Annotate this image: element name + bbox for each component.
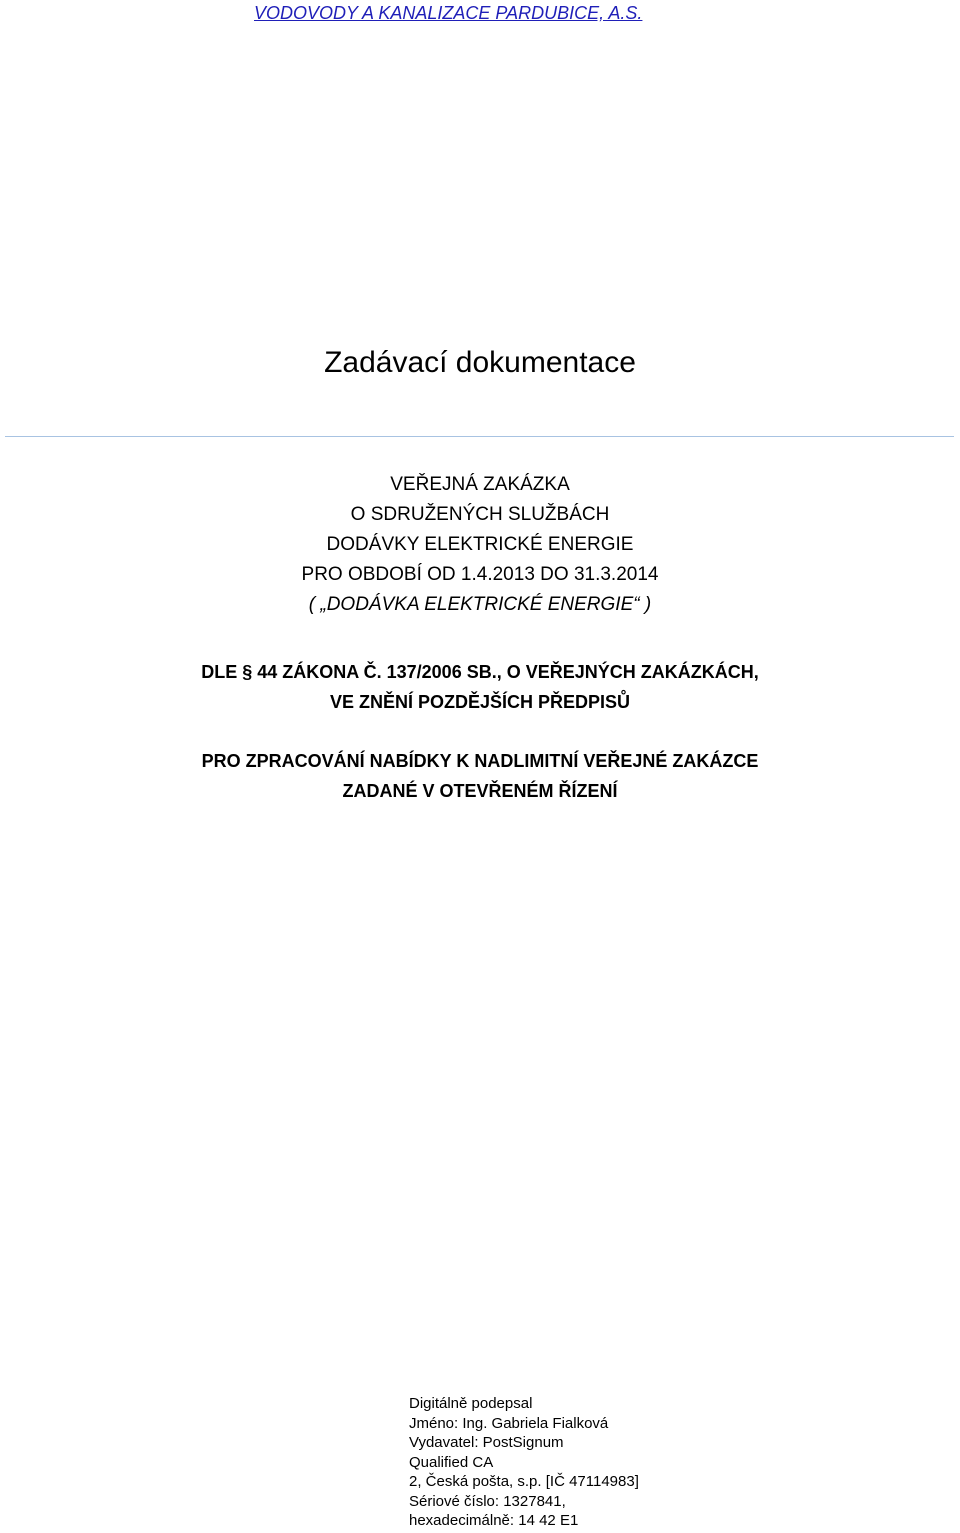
document-title: Zadávací dokumentace: [324, 346, 636, 379]
subject-line-1: VEŘEJNÁ ZAKÁZKA: [390, 474, 570, 495]
purpose-line-2: ZADANÉ V OTEVŘENÉM ŘÍZENÍ: [342, 781, 618, 801]
signature-line-5: 2, Česká pošta, s.p. [IČ 47114983]: [409, 1473, 639, 1490]
signature-line-7: hexadecimálně: 14 42 E1: [409, 1512, 579, 1529]
document-purpose: [0, 746, 960, 806]
digital-signature-block: [409, 1394, 639, 1531]
legal-basis-line-1: DLE § 44 ZÁKONA Č. 137/2006 SB., O VEŘEJNÝCH ZAKÁZKÁCH,: [201, 662, 759, 682]
subject-line-3: DODÁVKY ELEKTRICKÉ ENERGIE: [326, 534, 634, 555]
signature-line-2: Jméno: Ing. Gabriela Fialková: [409, 1414, 609, 1432]
signature-line-1: Digitálně podepsal: [409, 1395, 533, 1412]
subject-line-2: O SDRUŽENÝCH SLUŽBÁCH: [350, 504, 610, 525]
subject-short-name: ( „DODÁVKA ELEKTRICKÉ ENERGIE“ ): [308, 594, 652, 615]
subject-line-4: PRO OBDOBÍ OD 1.4.2013 DO 31.3.2014: [301, 564, 659, 585]
title-divider: [5, 436, 954, 437]
legal-basis-line-2: VE ZNĚNÍ POZDĚJŠÍCH PŘEDPISŮ: [329, 692, 631, 712]
contract-subject: [0, 470, 960, 620]
purpose-line-1: PRO ZPRACOVÁNÍ NABÍDKY K NADLIMITNÍ VEŘEJNÉ ZAKÁZCE: [201, 751, 759, 771]
company-header: VODOVODY A KANALIZACE PARDUBICE, A.S.: [254, 3, 643, 23]
signature-line-6: Sériové číslo: 1327841,: [409, 1492, 566, 1510]
legal-basis: [0, 657, 960, 717]
signature-line-4: Qualified CA: [409, 1453, 494, 1471]
signature-line-3: Vydavatel: PostSignum: [409, 1434, 564, 1451]
